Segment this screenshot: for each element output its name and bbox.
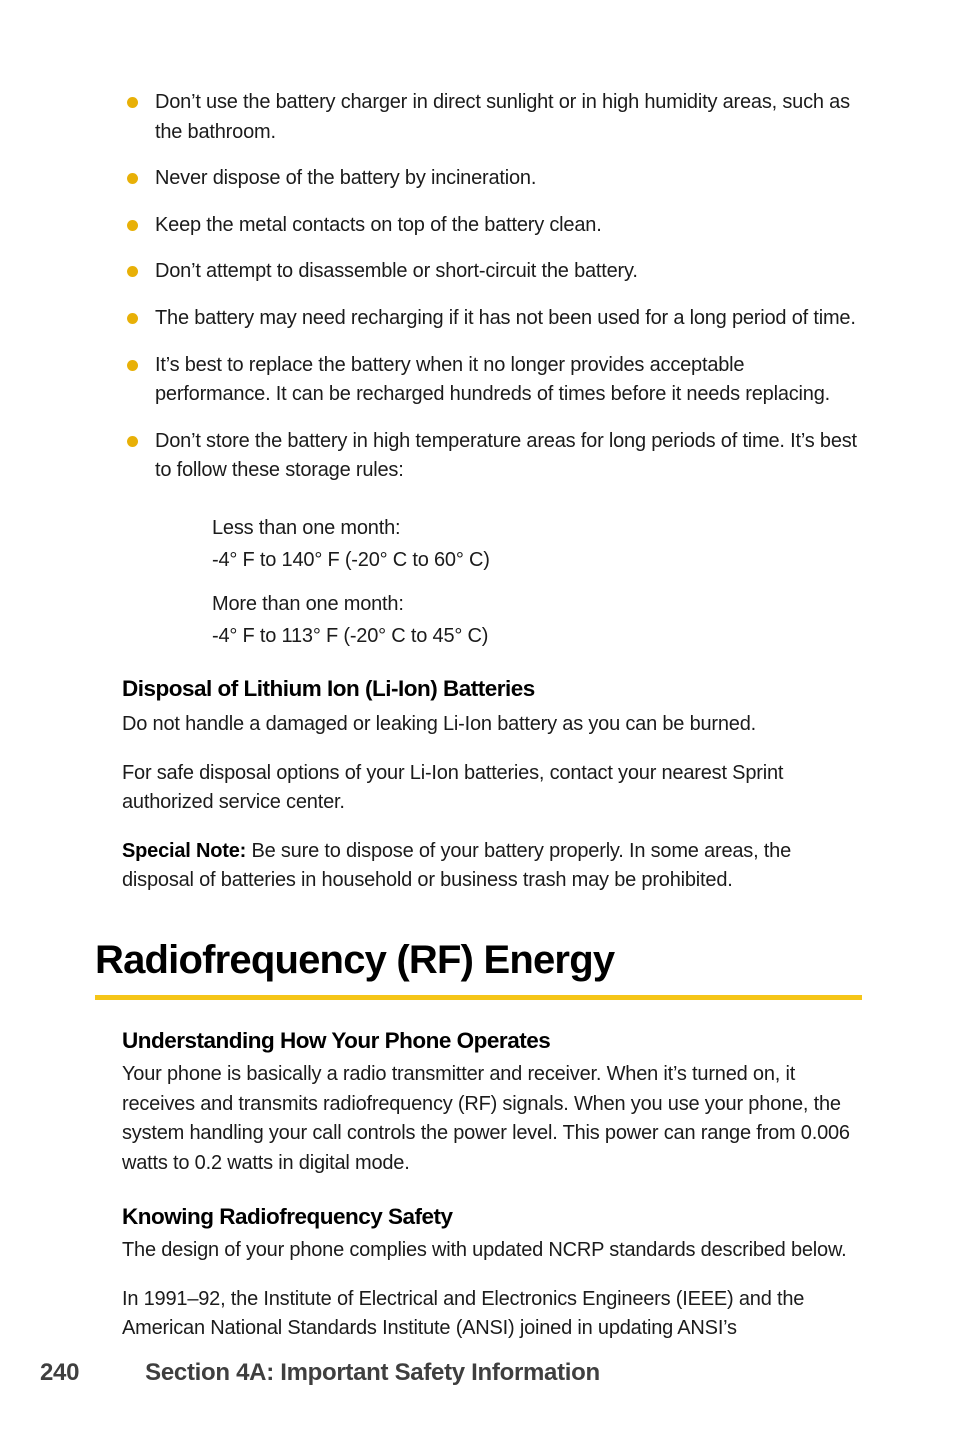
bullet-item bbox=[122, 304, 862, 334]
storage-rule-short-term bbox=[212, 512, 862, 576]
bullet-text: Never dispose of the battery by incineration. bbox=[155, 167, 537, 190]
rf-subheading-1: Understanding How Your Phone Operates bbox=[122, 1027, 551, 1053]
bullet-icon bbox=[127, 97, 138, 108]
rf-paragraph-2: The design of your phone complies with updated NCRP standards described below. bbox=[122, 1239, 847, 1262]
rf-paragraph-1: Your phone is basically a radio transmitter and receiver. When it’s turned on, it receives and transmits radiofrequency (RF) signals. When you use your phone, the system handling your call controls the power level. This power can range from 0.006 watts to 0.2 watts in digital mode. bbox=[122, 1062, 850, 1174]
storage-rule-label: More than one month: bbox=[212, 592, 404, 615]
page-number: 240 bbox=[40, 1359, 80, 1386]
bullet-item bbox=[122, 427, 862, 486]
safety-bullet-list bbox=[122, 88, 862, 486]
section-rule bbox=[95, 995, 862, 1000]
footer-title: Section 4A: Important Safety Information bbox=[145, 1359, 600, 1386]
bullet-text: Don’t store the battery in high temperature areas for long periods of time. It’s best to follow these storage rules: bbox=[155, 429, 857, 482]
bullet-icon bbox=[127, 313, 138, 324]
storage-rule-long-term bbox=[212, 588, 862, 652]
disposal-paragraph-1: Do not handle a damaged or leaking Li-Ion battery as you can be burned. bbox=[122, 712, 757, 735]
section-heading: Radiofrequency (RF) Energy bbox=[95, 937, 615, 982]
bullet-icon bbox=[127, 220, 138, 231]
bullet-text: The battery may need recharging if it has not been used for a long period of time. bbox=[155, 306, 856, 329]
bullet-item bbox=[122, 88, 862, 147]
storage-rules bbox=[212, 512, 862, 652]
bullet-icon bbox=[127, 360, 138, 371]
bullet-text: Keep the metal contacts on top of the battery clean. bbox=[155, 213, 602, 236]
bullet-item bbox=[122, 257, 862, 287]
bullet-item bbox=[122, 211, 862, 241]
special-note-label: Special Note: bbox=[122, 839, 247, 862]
storage-rule-range: -4° F to 140° F (-20° C to 60° C) bbox=[212, 548, 490, 571]
bullet-text: Don’t attempt to disassemble or short-circuit the battery. bbox=[155, 260, 638, 283]
rf-paragraph-3: In 1991–92, the Institute of Electrical and Electronics Engineers (IEEE) and the American National Standards Institute (ANSI) joined in updating ANSI’s bbox=[122, 1287, 805, 1340]
bullet-icon bbox=[127, 436, 138, 447]
special-note-paragraph bbox=[122, 837, 862, 896]
storage-rule-range: -4° F to 113° F (-20° C to 45° C) bbox=[212, 624, 489, 647]
page-footer bbox=[40, 1359, 600, 1387]
rf-subheading-2: Knowing Radiofrequency Safety bbox=[122, 1204, 453, 1230]
bullet-text: It’s best to replace the battery when it no longer provides acceptable performance. It can be recharged hundreds of times before it needs replacing. bbox=[155, 353, 831, 406]
bullet-text: Don’t use the battery charger in direct sunlight or in high humidity areas, such as the bathroom. bbox=[155, 91, 850, 143]
bullet-icon bbox=[127, 266, 138, 277]
special-note-text: Be sure to dispose of your battery properly. In some areas, the disposal of batteries in household or business trash may be prohibited. bbox=[122, 839, 792, 892]
bullet-icon bbox=[127, 173, 138, 184]
bullet-item bbox=[122, 351, 862, 410]
storage-rule-label: Less than one month: bbox=[212, 516, 401, 539]
disposal-paragraph-2: For safe disposal options of your Li-Ion batteries, contact your nearest Sprint authorized service center. bbox=[122, 761, 784, 814]
bullet-item bbox=[122, 164, 862, 194]
disposal-heading: Disposal of Lithium Ion (Li-Ion) Batteries bbox=[122, 675, 535, 701]
